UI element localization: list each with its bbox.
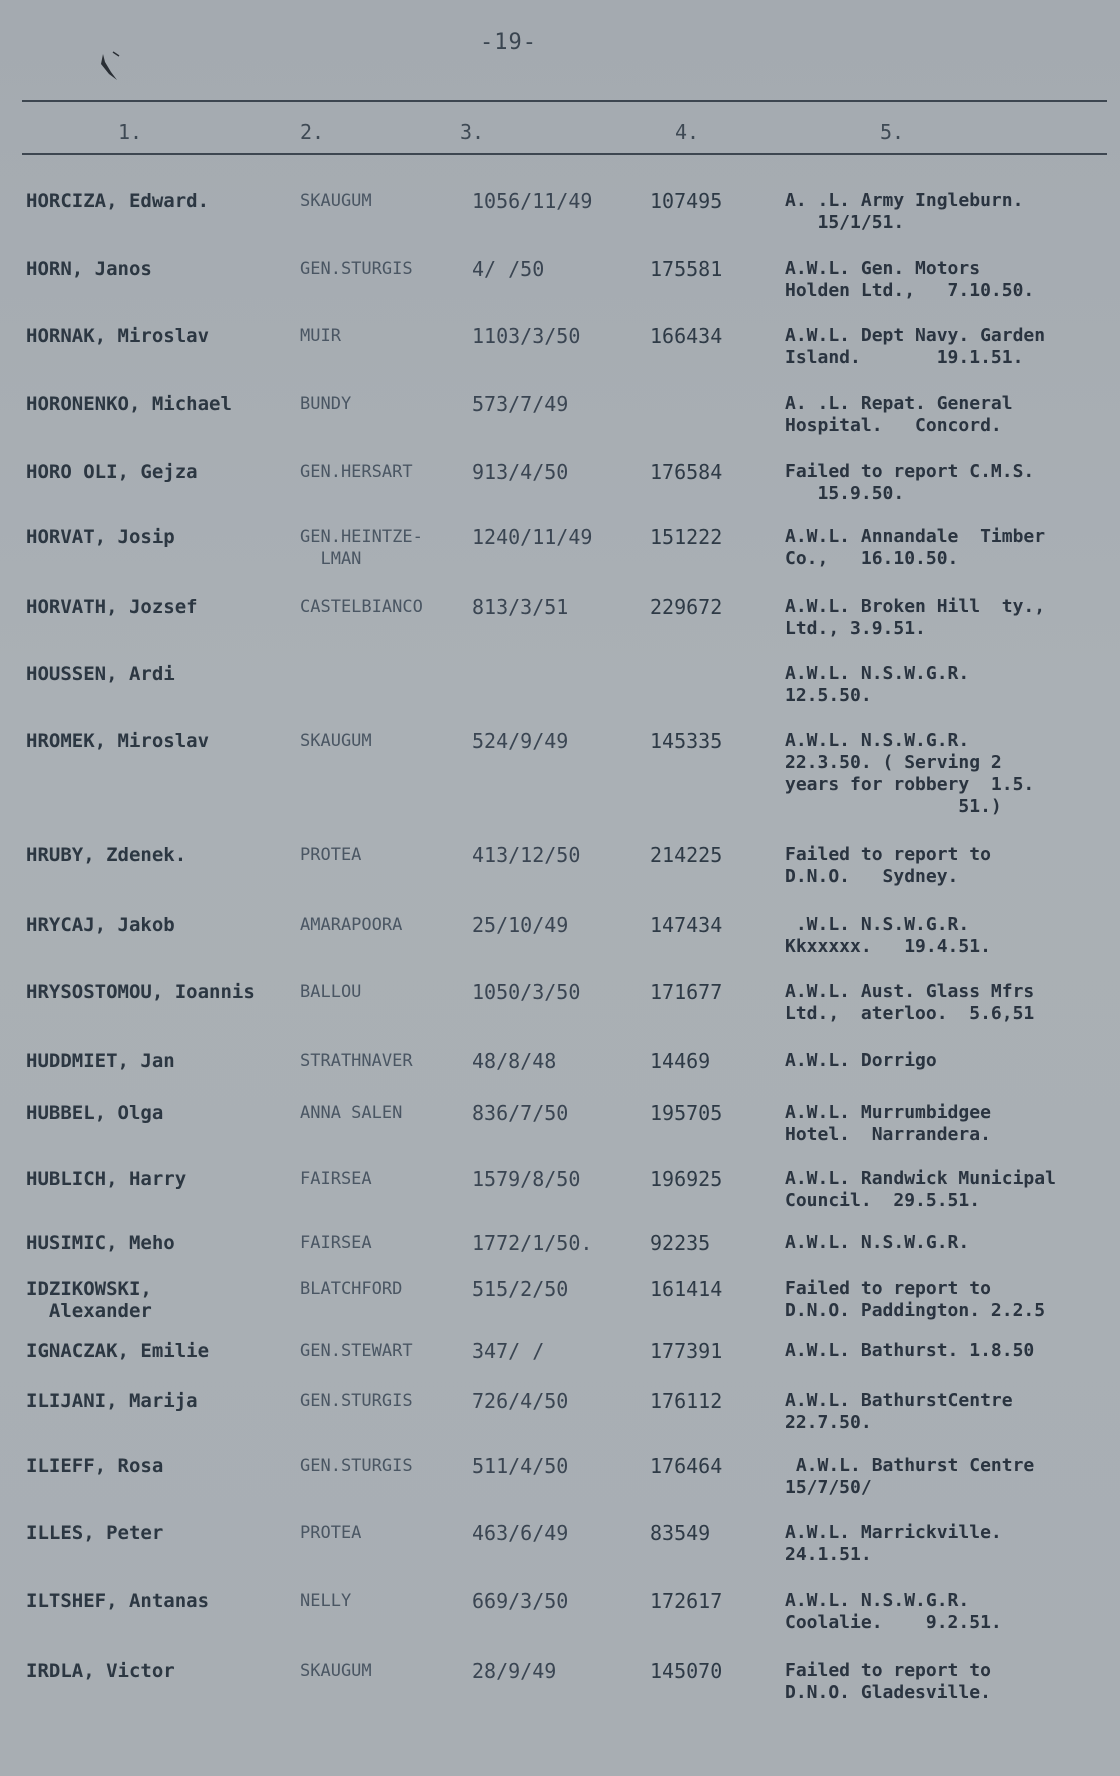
- registration-number: 176112: [650, 1389, 723, 1413]
- remarks: [785, 844, 991, 888]
- reference-number: 573/7/49: [472, 392, 569, 416]
- remarks: [785, 526, 1045, 570]
- person-name: HORO OLI, Gejza: [26, 461, 198, 483]
- remarks: [785, 1522, 1002, 1566]
- remarks-line: A.W.L. N.S.W.G.R.: [785, 730, 970, 751]
- remarks-line: years for robbery 1.5.: [785, 774, 1035, 795]
- remarks: [785, 258, 1034, 302]
- remarks-line: A. .L. Repat. General: [785, 393, 1013, 414]
- remarks-line: A.W.L. Murrumbidgee: [785, 1102, 991, 1123]
- person-name: IRDLA, Victor: [26, 1660, 175, 1682]
- person-name: HUBLICH, Harry: [26, 1168, 187, 1190]
- remarks-line: 22.3.50. ( Serving 2: [785, 752, 1002, 773]
- registration-number: 92235: [650, 1231, 711, 1255]
- remarks-line: .W.L. N.S.W.G.R.: [785, 914, 970, 935]
- remarks-line: Council. 29.5.51.: [785, 1190, 981, 1211]
- registration-number: 175581: [650, 257, 723, 281]
- person-name: ILLES, Peter: [26, 1522, 164, 1544]
- remarks-line: A.W.L. Marrickville.: [785, 1522, 1002, 1543]
- reference-number: 913/4/50: [472, 460, 569, 484]
- remarks-line: Failed to report C.M.S.: [785, 461, 1035, 482]
- remarks-line: 51.): [785, 796, 1002, 817]
- reference-number: 48/8/48: [472, 1049, 557, 1073]
- person-name: HRYSOSTOMOU, Ioannis: [26, 981, 255, 1003]
- reference-number: 4/ /50: [472, 257, 545, 281]
- person-name: HRYCAJ, Jakob: [26, 914, 175, 936]
- reference-number: 1579/8/50: [472, 1167, 581, 1191]
- remarks-line: A. .L. Army Ingleburn.: [785, 190, 1024, 211]
- registration-number: 176464: [650, 1454, 723, 1478]
- remarks: [785, 596, 1045, 640]
- remarks: [785, 1340, 1034, 1362]
- ship-name: BALLOU: [300, 982, 362, 1002]
- remarks-line: A.W.L. Randwick Municipal: [785, 1168, 1056, 1189]
- ship-name: CASTELBIANCO: [300, 597, 423, 617]
- remarks-line: D.N.O. Sydney.: [785, 866, 959, 887]
- ship-name: ANNA SALEN: [300, 1103, 403, 1123]
- column-header-3: 3.: [460, 120, 485, 144]
- registration-number: 171677: [650, 980, 723, 1004]
- reference-number: 669/3/50: [472, 1589, 569, 1613]
- reference-number: 726/4/50: [472, 1389, 569, 1413]
- ship-name: GEN.HERSART: [300, 462, 413, 482]
- reference-number: 511/4/50: [472, 1454, 569, 1478]
- ship-name: PROTEA: [300, 845, 362, 865]
- ship-name: GEN.STURGIS: [300, 1391, 413, 1411]
- registration-number: 14469: [650, 1049, 711, 1073]
- reference-number: 524/9/49: [472, 729, 569, 753]
- remarks-line: A.W.L. Dorrigo: [785, 1050, 937, 1071]
- remarks-line: 24.1.51.: [785, 1544, 872, 1565]
- ship-name: SKAUGUM: [300, 731, 372, 751]
- registration-number: 172617: [650, 1589, 723, 1613]
- registration-number: 229672: [650, 595, 723, 619]
- person-name: HUDDMIET, Jan: [26, 1050, 175, 1072]
- remarks: [785, 1050, 937, 1072]
- person-name: HUSIMIC, Meho: [26, 1232, 175, 1254]
- reference-number: 1240/11/49: [472, 525, 593, 549]
- ship-name: FAIRSEA: [300, 1169, 372, 1189]
- reference-number: 813/3/51: [472, 595, 569, 619]
- column-header-2: 2.: [300, 120, 325, 144]
- pen-mark-icon: [95, 50, 125, 90]
- remarks-line: A.W.L. N.S.W.G.R.: [785, 663, 970, 684]
- person-name: HORN, Janos: [26, 258, 152, 280]
- reference-number: 347/ /: [472, 1339, 545, 1363]
- remarks-line: Hotel. Narrandera.: [785, 1124, 991, 1145]
- person-name: HORCIZA, Edward.: [26, 190, 210, 212]
- person-name: HORONENKO, Michael: [26, 393, 232, 415]
- person-name: HORNAK, Miroslav: [26, 325, 210, 347]
- remarks-line: Ltd., 3.9.51.: [785, 618, 926, 639]
- remarks-line: 22.7.50.: [785, 1412, 872, 1433]
- registration-number: 161414: [650, 1277, 723, 1301]
- remarks-line: D.N.O. Gladesville.: [785, 1682, 991, 1703]
- remarks-line: 15.9.50.: [785, 483, 905, 504]
- registration-number: 147434: [650, 913, 723, 937]
- ship-name: NELLY: [300, 1591, 352, 1611]
- remarks-line: A.W.L. Broken Hill ty.,: [785, 596, 1046, 617]
- person-name: HORVAT, Josip: [26, 526, 175, 548]
- remarks-line: A.W.L. Gen. Motors: [785, 258, 981, 279]
- registration-number: 145070: [650, 1659, 723, 1683]
- reference-number: 463/6/49: [472, 1521, 569, 1545]
- remarks-line: Kkxxxxx. 19.4.51.: [785, 936, 991, 957]
- ship-name: GEN.STEWART: [300, 1341, 413, 1361]
- ship-name: GEN.STURGIS: [300, 1456, 413, 1476]
- remarks-line: A.W.L. N.S.W.G.R.: [785, 1232, 970, 1253]
- remarks: [785, 393, 1013, 437]
- registration-number: 177391: [650, 1339, 723, 1363]
- remarks-line: Failed to report to: [785, 1660, 991, 1681]
- remarks: [785, 1232, 969, 1254]
- reference-number: 28/9/49: [472, 1659, 557, 1683]
- registration-number: 196925: [650, 1167, 723, 1191]
- reference-number: 1772/1/50.: [472, 1231, 593, 1255]
- page-number: -19-: [480, 30, 537, 55]
- column-header-5: 5.: [880, 120, 905, 144]
- ship-name: MUIR: [300, 326, 341, 346]
- remarks-line: Co., 16.10.50.: [785, 548, 959, 569]
- remarks-line: A.W.L. N.S.W.G.R.: [785, 1590, 970, 1611]
- header-rule-top: [22, 100, 1107, 102]
- remarks: [785, 461, 1034, 505]
- remarks-line: A.W.L. BathurstCentre: [785, 1390, 1013, 1411]
- remarks-line: Hospital. Concord.: [785, 415, 1002, 436]
- reference-number: 836/7/50: [472, 1101, 569, 1125]
- remarks-line: D.N.O. Paddington. 2.2.5: [785, 1300, 1046, 1321]
- registration-number: 83549: [650, 1521, 711, 1545]
- header-rule-bottom: [22, 153, 1107, 155]
- remarks: [785, 1660, 991, 1704]
- remarks-line: A.W.L. Dept Navy. Garden: [785, 325, 1046, 346]
- registration-number: 214225: [650, 843, 723, 867]
- remarks-line: Failed to report to: [785, 1278, 991, 1299]
- remarks-line: 15/7/50/: [785, 1477, 872, 1498]
- remarks: [785, 1590, 1002, 1634]
- remarks: [785, 981, 1034, 1025]
- ship-name: BUNDY: [300, 394, 352, 414]
- remarks-line: A.W.L. Annandale Timber: [785, 526, 1046, 547]
- reference-number: 1103/3/50: [472, 324, 581, 348]
- reference-number: 413/12/50: [472, 843, 581, 867]
- ship-name: GEN.STURGIS: [300, 259, 413, 279]
- column-header-1: 1.: [118, 120, 143, 144]
- remarks: [785, 1455, 1034, 1499]
- remarks: [785, 1102, 991, 1146]
- remarks-line: 12.5.50.: [785, 685, 872, 706]
- ship-name: AMARAPOORA: [300, 915, 403, 935]
- person-name: ILTSHEF, Antanas: [26, 1590, 210, 1612]
- reference-number: 1050/3/50: [472, 980, 581, 1004]
- person-name: IGNACZAK, Emilie: [26, 1340, 210, 1362]
- reference-number: 1056/11/49: [472, 189, 593, 213]
- ship-name: STRATHNAVER: [300, 1051, 413, 1071]
- remarks-line: Coolalie. 9.2.51.: [785, 1612, 1002, 1633]
- remarks-line: Ltd., aterloo. 5.6,51: [785, 1003, 1035, 1024]
- remarks: [785, 325, 1045, 369]
- ship-name: PROTEA: [300, 1523, 362, 1543]
- registration-number: 195705: [650, 1101, 723, 1125]
- registration-number: 166434: [650, 324, 723, 348]
- column-header-4: 4.: [675, 120, 700, 144]
- ship-name: FAIRSEA: [300, 1233, 372, 1253]
- ship-name: GEN.HEINTZE- LMAN: [300, 527, 423, 569]
- ship-name: SKAUGUM: [300, 191, 372, 211]
- remarks: [785, 1168, 1056, 1212]
- person-name: HORVATH, Jozsef: [26, 596, 198, 618]
- reference-number: 25/10/49: [472, 913, 569, 937]
- remarks-line: Failed to report to: [785, 844, 991, 865]
- registration-number: 145335: [650, 729, 723, 753]
- remarks-line: 15/1/51.: [785, 212, 905, 233]
- remarks: [785, 914, 991, 958]
- reference-number: 515/2/50: [472, 1277, 569, 1301]
- remarks: [785, 663, 969, 707]
- person-name: ILIEFF, Rosa: [26, 1455, 164, 1477]
- person-name: IDZIKOWSKI, Alexander: [26, 1278, 152, 1322]
- remarks: [785, 730, 1034, 818]
- person-name: HROMEK, Miroslav: [26, 730, 210, 752]
- person-name: HOUSSEN, Ardi: [26, 663, 175, 685]
- ship-name: SKAUGUM: [300, 1661, 372, 1681]
- person-name: HRUBY, Zdenek.: [26, 844, 187, 866]
- ship-name: BLATCHFORD: [300, 1279, 403, 1299]
- remarks-line: A.W.L. Aust. Glass Mfrs: [785, 981, 1035, 1002]
- person-name: ILIJANI, Marija: [26, 1390, 198, 1412]
- registration-number: 107495: [650, 189, 723, 213]
- person-name: HUBBEL, Olga: [26, 1102, 164, 1124]
- remarks: [785, 1390, 1013, 1434]
- registration-number: 151222: [650, 525, 723, 549]
- remarks-line: A.W.L. Bathurst Centre: [785, 1455, 1035, 1476]
- registration-number: 176584: [650, 460, 723, 484]
- remarks-line: Holden Ltd., 7.10.50.: [785, 280, 1035, 301]
- remarks: [785, 1278, 1045, 1322]
- remarks: [785, 190, 1023, 234]
- remarks-line: Island. 19.1.51.: [785, 347, 1024, 368]
- remarks-line: A.W.L. Bathurst. 1.8.50: [785, 1340, 1035, 1361]
